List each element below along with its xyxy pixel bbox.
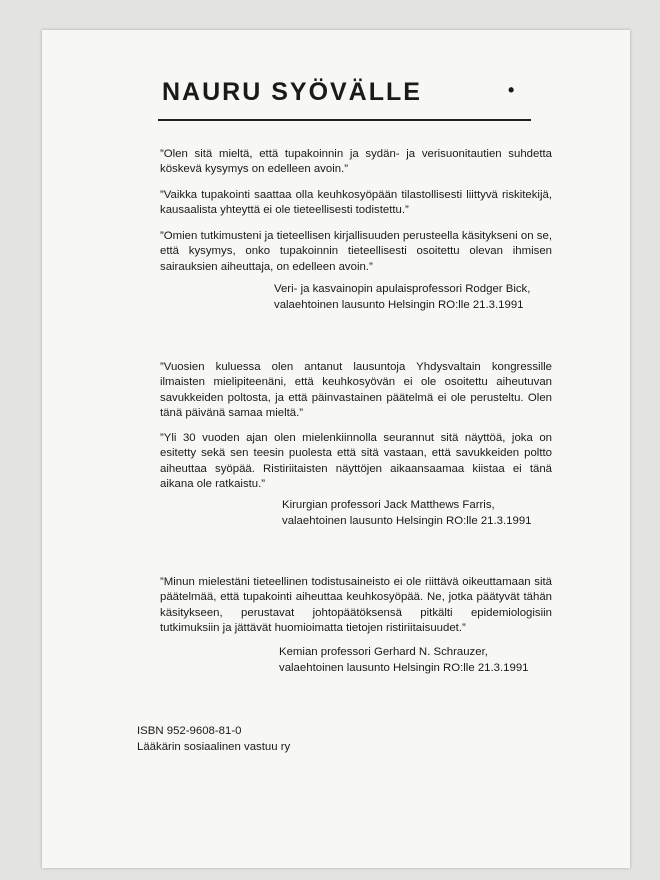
attribution-source: valaehtoinen lausunto Helsingin RO:lle 21.3.1991 — [282, 515, 532, 527]
title-mark: • — [508, 80, 515, 100]
attribution-name: Veri- ja kasvainopin apulaisprofessori Rodger Bick, — [274, 283, 531, 295]
attribution-schrauzer — [279, 644, 529, 676]
title-underline — [158, 119, 531, 121]
quote-3: ”Omien tutkimusteni ja tieteellisen kirjallisuuden perusteella käsitykseni on se, että kysymys, onko tupakoinnin tieteellisesti osoitettu olevan ihmisen sairauksien aiheuttaja, on edelleen avoin.” — [160, 230, 552, 273]
attribution-source: valaehtoinen lausunto Helsingin RO:lle 21.3.1991 — [274, 299, 524, 311]
quote-4: ”Vuosien kuluessa olen antanut lausuntoja Yhdysvaltain kongressille ilmaisten mielipiteenäni, että keuhkosyövän ei ole osoitettu aiheutuvan savukkeiden poltosta, ja että päinvastainen päätelmä ei ole perusteltu. Olen tänä päivänä samaa mieltä.” — [160, 361, 552, 419]
attribution-source: valaehtoinen lausunto Helsingin RO:lle 21.3.1991 — [279, 662, 529, 674]
quote-5: ”Yli 30 vuoden ajan olen mielenkiinnolla seurannut sitä näyttöä, joka on esitetty sekä sen teesin puolesta että sitä vastaan, että savukkeiden poltto aiheuttaa syöpää. Ristiriitaisten näyttöjen aikaansaamaa kiistaa ei tänä aikana ole ratkaistu.” — [160, 432, 552, 490]
quote-6: ”Minun mielestäni tieteellinen todistusaineisto ei ole riittävä oikeuttamaan sitä päätelmää, että tupakointi aiheuttaa keuhkosyöpää. Ne, jotka päätyvät tähän käsitykseen, perustavat johtopäätöksensä pitkälti epidemiologisiin tutkimuksiin ja jättävät huomioimatta tietojen ristiriitaisuudet.” — [160, 576, 552, 634]
attribution-bick — [274, 281, 530, 313]
book-back-cover — [42, 30, 630, 868]
book-title: NAURU SYÖVÄLLE — [162, 78, 422, 106]
publisher: Lääkärin sosiaalinen vastuu ry — [137, 741, 291, 753]
quote-1: ”Olen sitä mieltä, että tupakoinnin ja sydän- ja verisuonitautien suhdetta köskevä kysymys on edelleen avoin.” — [160, 148, 552, 176]
isbn: ISBN 952-9608-81-0 — [137, 725, 242, 737]
attribution-name: Kemian professori Gerhard N. Schrauzer, — [279, 646, 488, 658]
attribution-farris — [282, 497, 532, 529]
quote-2: ”Vaikka tupakointi saattaa olla keuhkosyöpään tilastollisesti liittyvä riskitekijä, kausaalista yhteyttä ei ole tieteellisesti todistettu.” — [160, 189, 552, 217]
attribution-name: Kirurgian professori Jack Matthews Farris, — [282, 499, 495, 511]
publication-info — [137, 723, 290, 755]
